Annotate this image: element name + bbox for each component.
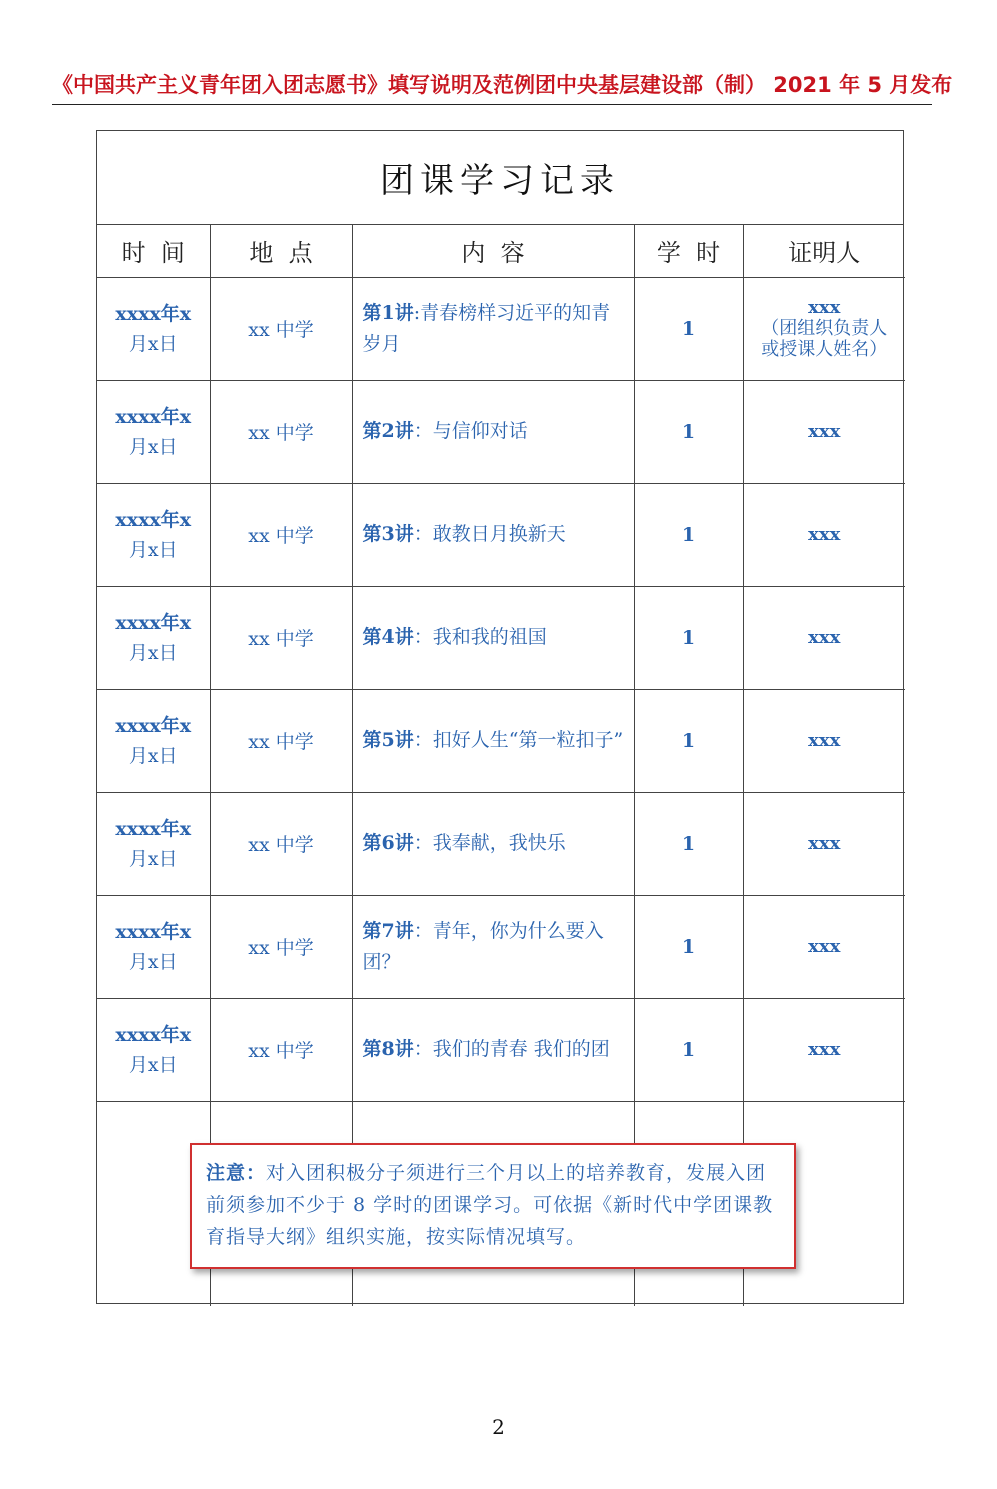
content-cell <box>352 895 634 998</box>
time-cell <box>97 998 210 1101</box>
witness-name: xxx <box>808 297 841 318</box>
lecture-number: 第1讲 <box>362 301 414 324</box>
time-date: 月x日 <box>128 538 178 561</box>
lecture-number: 第3讲 <box>362 523 414 545</box>
time-date: 月x日 <box>128 1053 178 1076</box>
hours-cell: 1 <box>634 277 743 380</box>
table-row <box>97 380 905 483</box>
witness-cell <box>743 895 905 998</box>
study-record-form <box>96 130 904 1304</box>
notice-label: 注意： <box>206 1162 267 1184</box>
column-header-content: 内 容 <box>352 224 634 277</box>
time-date: 月x日 <box>128 847 178 870</box>
content-cell <box>352 792 634 895</box>
time-year: xxxx年x <box>115 302 192 325</box>
column-header-hours: 学 时 <box>634 224 743 277</box>
witness-cell <box>743 689 905 792</box>
notice-text: 对入团积极分子须进行三个月以上的培养教育，发展入团前须参加不少于 8 学时的团课学习。可依据《新时代中学团课教育指导大纲》组织实施，按实际情况填写。 <box>206 1162 774 1248</box>
place-cell: xx 中学 <box>210 689 352 792</box>
time-year: xxxx年x <box>115 714 192 737</box>
time-cell <box>97 483 210 586</box>
content-cell <box>352 689 634 792</box>
time-year: xxxx年x <box>115 920 192 943</box>
witness-note: （团组织负责人或授课人姓名） <box>761 318 888 360</box>
form-title: 团课学习记录 <box>97 131 903 225</box>
witness-cell <box>743 998 905 1101</box>
time-year: xxxx年x <box>115 1023 192 1046</box>
witness-name: xxx <box>808 524 841 545</box>
witness-cell <box>743 586 905 689</box>
time-year: xxxx年x <box>115 508 192 531</box>
lecture-topic: ：扣好人生“第一粒扣子” <box>413 729 624 751</box>
time-cell <box>97 380 210 483</box>
column-header-place: 地 点 <box>210 224 352 277</box>
witness-cell <box>743 380 905 483</box>
page-number: 2 <box>492 1415 505 1439</box>
notice-box <box>190 1143 796 1269</box>
content-cell <box>352 586 634 689</box>
time-year: xxxx年x <box>115 611 192 634</box>
lecture-topic: ：青年，你为什么要入团？ <box>362 919 604 973</box>
lecture-number: 第8讲 <box>362 1038 414 1060</box>
time-cell <box>97 895 210 998</box>
table-row <box>97 895 905 998</box>
time-date: 月x日 <box>128 950 178 973</box>
header-divider <box>52 104 932 105</box>
witness-name: xxx <box>808 833 841 854</box>
witness-cell <box>743 483 905 586</box>
place-cell: xx 中学 <box>210 792 352 895</box>
lecture-number: 第5讲 <box>362 729 414 751</box>
column-header-witness: 证明人 <box>743 224 905 277</box>
witness-name: xxx <box>808 421 841 442</box>
hours-cell: 1 <box>634 483 743 586</box>
lecture-topic: ：我和我的祖国 <box>413 626 547 648</box>
lecture-number: 第4讲 <box>362 626 414 648</box>
witness-cell <box>743 792 905 895</box>
place-cell: xx 中学 <box>210 586 352 689</box>
lecture-topic: :青春榜样习近平的知青岁月 <box>362 301 611 355</box>
witness-name: xxx <box>808 627 841 648</box>
table-row <box>97 483 905 586</box>
place-cell: xx 中学 <box>210 277 352 380</box>
hours-cell: 1 <box>634 380 743 483</box>
lecture-topic: ：与信仰对话 <box>413 420 528 442</box>
column-header-time: 时 间 <box>97 224 210 277</box>
table-row <box>97 689 905 792</box>
time-cell <box>97 277 210 380</box>
header-title: 《中国共产主义青年团入团志愿书》填写说明及范例 <box>52 73 535 97</box>
time-cell <box>97 586 210 689</box>
table-header-row <box>97 224 905 277</box>
place-cell: xx 中学 <box>210 380 352 483</box>
lecture-number: 第7讲 <box>362 919 414 942</box>
lecture-number: 第6讲 <box>362 832 414 854</box>
header-publisher: 团中央基层建设部（制） 2021 年 5 月发布 <box>535 73 953 97</box>
lecture-topic: ：敢教日月换新天 <box>413 523 566 545</box>
hours-cell: 1 <box>634 792 743 895</box>
table-row <box>97 586 905 689</box>
witness-cell <box>743 277 905 380</box>
time-date: 月x日 <box>128 435 178 458</box>
place-cell: xx 中学 <box>210 998 352 1101</box>
time-year: xxxx年x <box>115 405 192 428</box>
time-date: 月x日 <box>128 744 178 767</box>
hours-cell: 1 <box>634 586 743 689</box>
time-date: 月x日 <box>128 332 178 355</box>
time-date: 月x日 <box>128 641 178 664</box>
content-cell <box>352 277 634 380</box>
table-row <box>97 792 905 895</box>
hours-cell: 1 <box>634 689 743 792</box>
content-cell <box>352 380 634 483</box>
table-row <box>97 277 905 380</box>
witness-name: xxx <box>808 1039 841 1060</box>
place-cell: xx 中学 <box>210 895 352 998</box>
time-cell <box>97 792 210 895</box>
lecture-number: 第2讲 <box>362 420 414 442</box>
hours-cell: 1 <box>634 895 743 998</box>
hours-cell: 1 <box>634 998 743 1101</box>
lecture-topic: ：我们的青春 我们的团 <box>413 1038 610 1060</box>
table-row <box>97 998 905 1101</box>
time-cell <box>97 689 210 792</box>
witness-name: xxx <box>808 936 841 957</box>
content-cell <box>352 998 634 1101</box>
witness-name: xxx <box>808 730 841 751</box>
lecture-topic: ：我奉献，我快乐 <box>413 832 566 854</box>
time-year: xxxx年x <box>115 817 192 840</box>
content-cell <box>352 483 634 586</box>
place-cell: xx 中学 <box>210 483 352 586</box>
document-header <box>52 66 953 102</box>
